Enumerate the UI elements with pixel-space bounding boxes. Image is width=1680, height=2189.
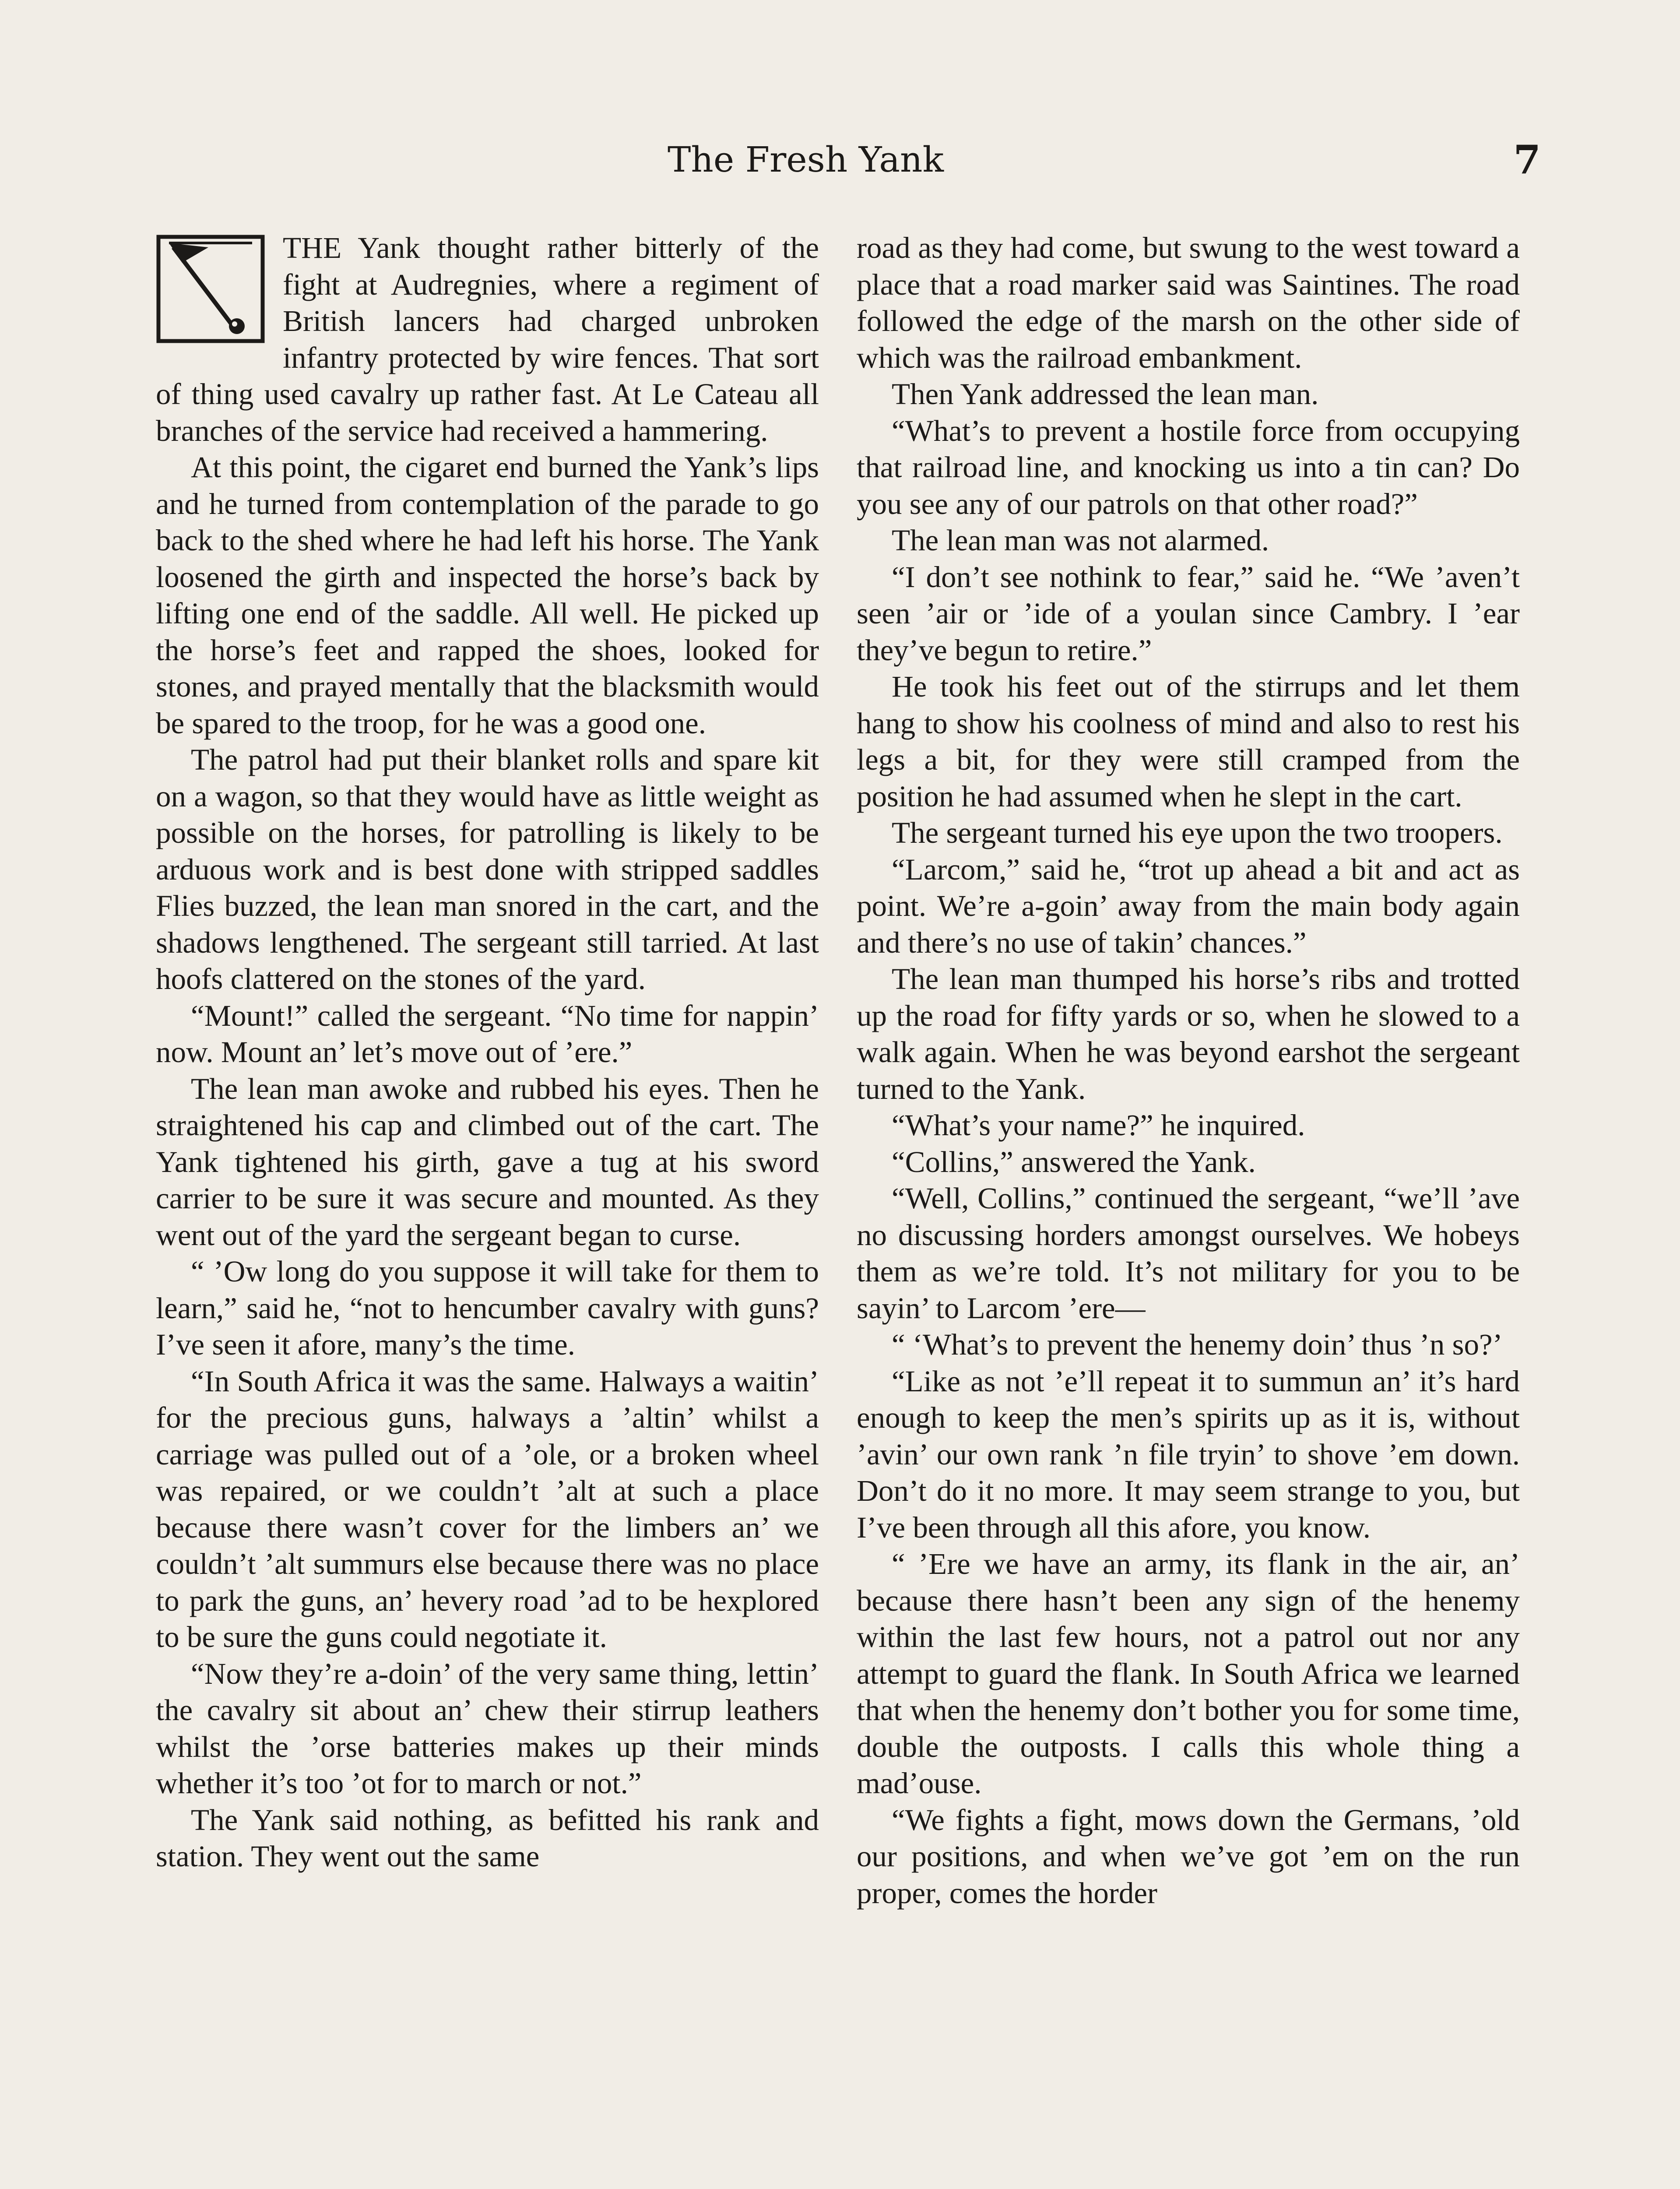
page-header bbox=[0, 131, 1680, 188]
opening-paragraph bbox=[156, 230, 819, 449]
paragraph: “Well, Collins,” continued the sergeant, “we’ll ’ave no discussing horders amongst ourselves. We hobeys them as we’re told. It’s not military for you to be sayin’ to Larcom ’ere— bbox=[857, 1182, 1520, 1325]
paragraph: “We fights a fight, mows down the Germans, ’old our positions, and when we’ve got ’em on the run proper, comes the horder bbox=[857, 1803, 1520, 1910]
paragraph: “What’s to prevent a hostile force from occupying that railroad line, and knocking us into a tin can? Do you see any of our patrols on that other road?” bbox=[857, 414, 1520, 521]
right-column bbox=[857, 230, 1520, 1911]
paragraph: The lean man thumped his horse’s ribs and trotted up the road for fifty yards or so, when he slowed to a walk again. When he was beyond earshot the sergeant turned to the Yank. bbox=[857, 962, 1520, 1105]
paragraph: He took his feet out of the stirrups and let them hang to show his coolness of mind and also to rest his legs a bit, for they were still cramped from the position he had assumed when he slept in the cart. bbox=[857, 670, 1520, 813]
paragraph: “Like as not ’e’ll repeat it to summun an’ it’s hard enough to keep the men’s spirits up as it is, without ’avin’ our own rank ’n file tryin’ to shove ’em down. Don’t do it no more. It may seem strange to you, but I’ve been through all this afore, you know. bbox=[857, 1364, 1520, 1544]
paragraph: “ ‘What’s to prevent the henemy doin’ thus ’n so?’ bbox=[892, 1328, 1503, 1361]
paragraph: Then Yank addressed the lean man. bbox=[892, 377, 1319, 411]
paragraph: The patrol had put their blanket rolls and spare kit on a wagon, so that they would have as little weight as possible on the horses, for patrolling is likely to be arduous work and is best done with stripped saddles Flies buzzed, the lean man snored in the cart, and the shadows lengthened. The sergeant still tarried. At last hoofs clattered on the stones of the yard. bbox=[156, 743, 819, 996]
paragraph: The sergeant turned his eye upon the two troopers. bbox=[892, 816, 1503, 849]
paragraph: “Now they’re a-doin’ of the very same thing, lettin’ the cavalry sit about an’ chew their stirrup leathers whilst the ’orse batteries makes up their minds whether it’s too ’ot for to march or not.” bbox=[156, 1657, 819, 1800]
paragraph: “Mount!” called the sergeant. “No time for nappin’ now. Mount an’ let’s move out of ’ere.” bbox=[156, 999, 819, 1069]
running-title: The Fresh Yank bbox=[668, 139, 944, 180]
paragraph: “What’s your name?” he inquired. bbox=[892, 1109, 1305, 1142]
paragraph: The lean man was not alarmed. bbox=[892, 524, 1269, 557]
paragraph: “Larcom,” said he, “trot up ahead a bit and act as point. We’re a-goin’ away from the main body again and there’s no use of takin’ chances.” bbox=[857, 852, 1520, 959]
paragraph: “ ’Ow long do you suppose it will take for them to learn,” said he, “not to hencumber cavalry with guns? I’ve seen it afore, many’s the time. bbox=[156, 1255, 819, 1361]
paragraph: “I don’t see nothink to fear,” said he. “We ’aven’t seen ’air or ’ide of a youlan since Cambry. I ’ear they’ve begun to retire.” bbox=[857, 560, 1520, 667]
left-column bbox=[156, 230, 819, 1875]
paragraph: “In South Africa it was the same. Halways a waitin’ for the precious guns, halways a ’altin’ whilst a carriage was pulled out of a ’ole, or a broken wheel was repaired, or we couldn’t ’alt at such a place because there wasn’t cover for the limbers an’ we couldn’t ’alt summurs else because there was no place to park the guns, an’ hevery road ’ad to be hexplored to be sure the guns could negotiate it. bbox=[156, 1364, 819, 1654]
paragraph: “ ’Ere we have an army, its flank in the air, an’ because there hasn’t been any sign of the henemy within the last few hours, not a patrol out nor any attempt to guard the flank. In South Africa we learned that when the henemy don’t bother you for some time, double the outposts. I calls this whole thing a mad’ouse. bbox=[857, 1547, 1520, 1800]
page-number: 7 bbox=[1513, 137, 1541, 183]
paragraph: The Yank said nothing, as befitted his rank and station. They went out the same bbox=[156, 1803, 819, 1873]
lance-and-pennant-initial-icon bbox=[156, 234, 265, 344]
paragraph: The lean man awoke and rubbed his eyes. Then he straightened his cap and climbed out of the cart. The Yank tightened his girth, gave a tug at his sword carrier to be sure it was secure and mounted. As they went out of the yard the sergeant began to curse. bbox=[156, 1072, 819, 1252]
paragraph: “Collins,” answered the Yank. bbox=[892, 1145, 1256, 1179]
paragraph: At this point, the cigaret end burned the Yank’s lips and he turned from contemplation of the parade to go back to the shed where he had left his horse. The Yank loosened the girth and inspected the horse’s back by lifting one end of the saddle. All well. He picked up the horse’s feet and rapped the shoes, looked for stones, and prayed mentally that the blacksmith would be spared to the troop, for he was a good one. bbox=[156, 450, 819, 740]
continuation-paragraph: road as they had come, but swung to the west toward a place that a road marker said was Saintines. The road followed the edge of the marsh on the other side of which was the railroad embankment. bbox=[857, 231, 1520, 374]
opening-text: THE Yank thought rather bitterly of the fight at Audregnies, where a regiment of British lancers had charged unbroken infantry protected by wire fences. That sort of thing used cavalry up rather fast. At Le Cateau all branches of the service had received a hammering. bbox=[156, 231, 819, 447]
